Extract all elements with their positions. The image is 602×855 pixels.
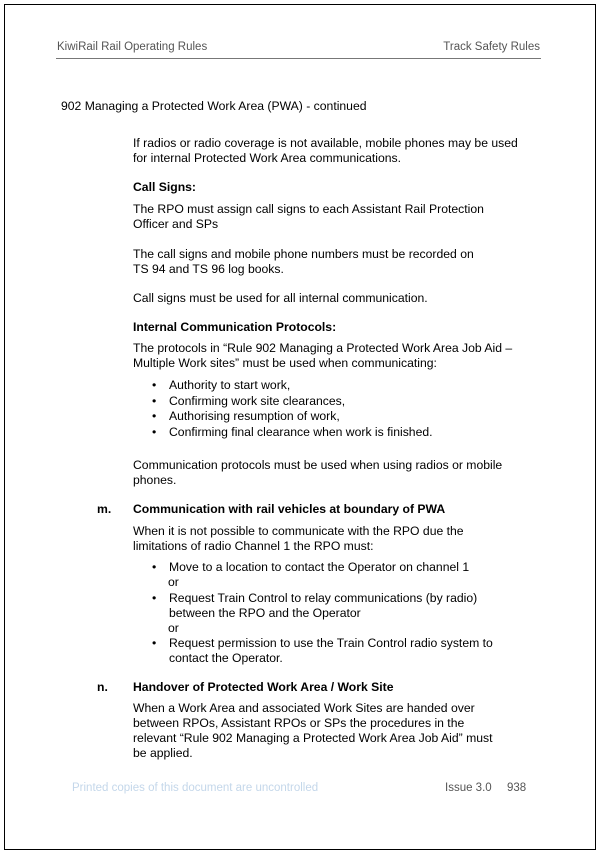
section-m-or-2: or <box>168 621 179 635</box>
footer-issue: Issue 3.0 <box>445 782 492 794</box>
footer-uncontrolled-notice: Printed copies of this document are uncontrolled <box>72 782 319 794</box>
call-signs-paragraph-3: Call signs must be used for all internal communication. <box>133 291 428 305</box>
header-left: KiwiRail Rail Operating Rules <box>57 41 208 53</box>
intro-paragraph: If radios or radio coverage is not available, mobile phones may be used for internal Protected Work Area communications. <box>133 136 518 165</box>
call-signs-heading: Call Signs: <box>133 180 196 194</box>
section-m-bullet-3: Request permission to use the Train Control radio system to contact the Operator. <box>169 636 493 665</box>
list-item: • Confirming work site clearances, <box>152 393 346 408</box>
footer-page-number: 938 <box>507 782 527 794</box>
call-signs-paragraph-1: The RPO must assign call signs to each Assistant Rail Protection Officer and SPs <box>133 202 484 231</box>
header-right: Track Safety Rules <box>443 41 540 53</box>
protocols-heading: Internal Communication Protocols: <box>133 320 337 334</box>
section-m-bullet-3-dot: • <box>152 636 157 650</box>
header-rule <box>56 58 541 59</box>
list-item: • Authorising resumption of work, <box>152 409 340 423</box>
section-n-letter: n. <box>97 680 108 694</box>
protocols-bullet-list <box>148 378 508 440</box>
list-item: • Confirming final clearance when work is finished. <box>152 424 433 439</box>
section-n-heading: Handover of Protected Work Area / Work Site <box>133 680 394 694</box>
section-m-heading: Communication with rail vehicles at boundary of PWA <box>133 502 446 516</box>
list-item: • Authority to start work, <box>152 378 291 392</box>
call-signs-paragraph-2-line-2: TS 94 and TS 96 log books. <box>133 262 284 276</box>
section-m-intro: When it is not possible to communicate with the RPO due the limitations of radio Channel 1 the RPO must: <box>133 524 464 553</box>
section-m-bullet-1: Move to a location to contact the Operator on channel 1 <box>169 560 470 574</box>
section-m-bullet-1-dot: • <box>152 560 157 574</box>
section-m-or-1: or <box>168 575 179 589</box>
section-title: 902 Managing a Protected Work Area (PWA) - continued <box>61 99 367 113</box>
call-signs-paragraph-2-line-1: The call signs and mobile phone numbers must be recorded on <box>133 247 474 261</box>
protocols-intro: The protocols in “Rule 902 Managing a Protected Work Area Job Aid – Multiple Work sites” must be used when communicating: <box>133 341 513 370</box>
section-m-bullet-2: Request Train Control to relay communications (by radio) between the RPO and the Operator <box>169 591 478 620</box>
protocols-closing: Communication protocols must be used when using radios or mobile phones. <box>133 458 503 487</box>
section-m-bullet-2-dot: • <box>152 591 157 605</box>
section-n-body: When a Work Area and associated Work Sites are handed over between RPOs, Assistant RPOs or SPs the procedures in the relevant “Rule 902 Managing a Protected Work Area Job Aid” must be applied. <box>133 701 493 760</box>
section-m-letter: m. <box>97 502 112 516</box>
